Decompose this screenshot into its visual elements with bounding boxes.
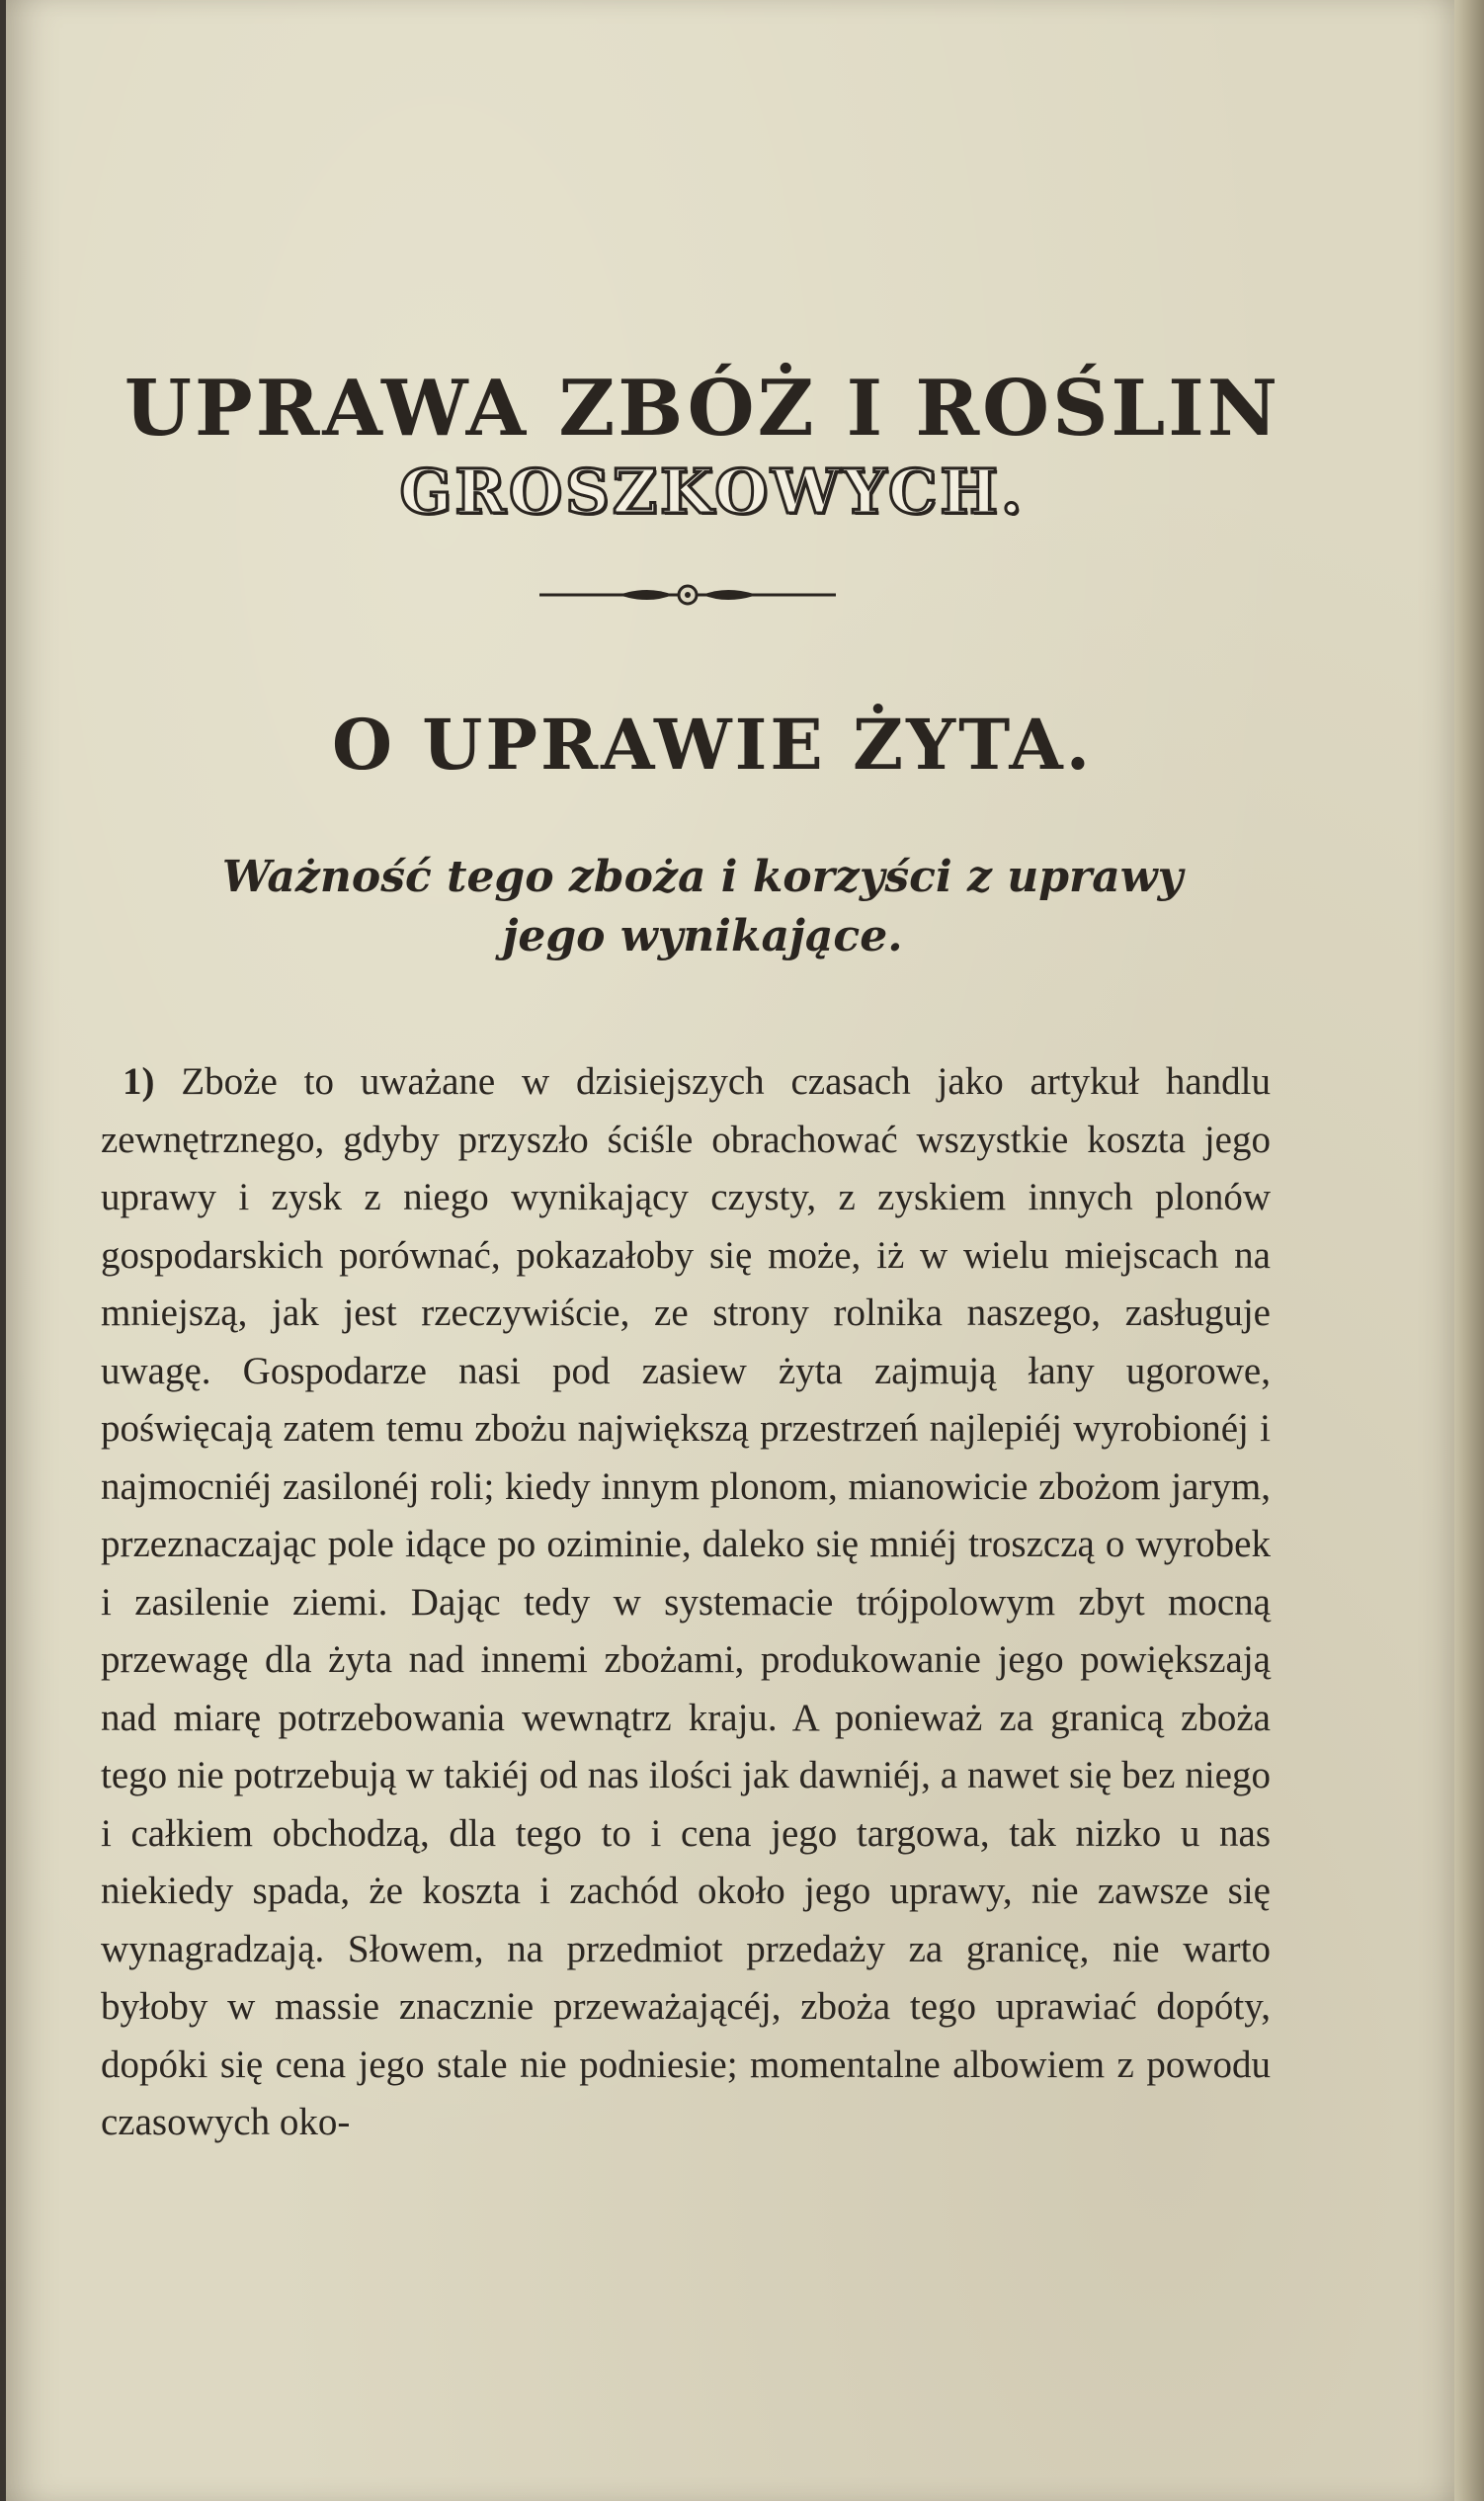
section-subtitle: Ważność tego zboża i korzyści z uprawy jego wynikające. xyxy=(221,852,1184,961)
book-page xyxy=(6,0,1454,2501)
paragraph-text: Zboże to uważane w dzisiejszych czasach jako artykuł handlu zewnętrznego, gdyby przyszło ściśle obrachować wszystkie koszta jego uprawy i zysk z niego wynikający czysty, z zyskiem innych plonów gospodarskich porównać, pokazałoby się może, iż w wielu miejscach na mniejszą, jak jest rzeczywiście, ze strony rolnika naszego, zasługuje uwagę. Gospodarze nasi pod zasiew żyta zajmują łany ugorowe, poświęcają zatem temu zbożu największą przestrzeń najlepiéj wyrobionéj i najmocniéj zasilonéj roli; kiedy innym plonom, mianowicie zbożom jarym, przeznaczając pole idące po oziminie, daleko się mniéj troszczą o wyrobek i zasilenie ziemi. Dając tedy w systemacie trójpolowym zbyt mocną przewagę dla żyta nad innemi zbożami, produkowanie jego powiększają nad miarę potrzebowania wewnątrz kraju. A ponieważ za granicą zboża tego nie potrzebują w takiéj od nas ilości jak dawniéj, a nawet się bez niego i całkiem obchodzą, dla tego to i cena jego targowa, tak nizko u nas niekiedy spada, że koszta i zachód około jego uprawy, nie zawsze się wynagradzają. Słowem, na przedmiot przedaży za granicę, nie warto byłoby w massie znacznie przeważającéj, zboża tego uprawiać dopóty, dopóki się cena jego stale nie podniesie; momentalne albowiem z powodu czasowych oko- xyxy=(101,1060,1272,2143)
ornament-divider-icon xyxy=(539,581,836,609)
paragraph-number: 1) xyxy=(123,1060,155,1103)
chapter-title-line-1: UPRAWA ZBÓŻ I ROŚLIN xyxy=(124,364,1281,454)
section-title: O UPRAWIE ŻYTA. xyxy=(331,704,1094,786)
chapter-title-block xyxy=(6,366,1379,527)
body-paragraph xyxy=(101,1053,1271,2152)
page-edge xyxy=(1454,0,1484,2501)
chapter-title-line-2: GROSZKOWYCH. xyxy=(399,456,1026,529)
chapter-title xyxy=(6,366,1379,527)
